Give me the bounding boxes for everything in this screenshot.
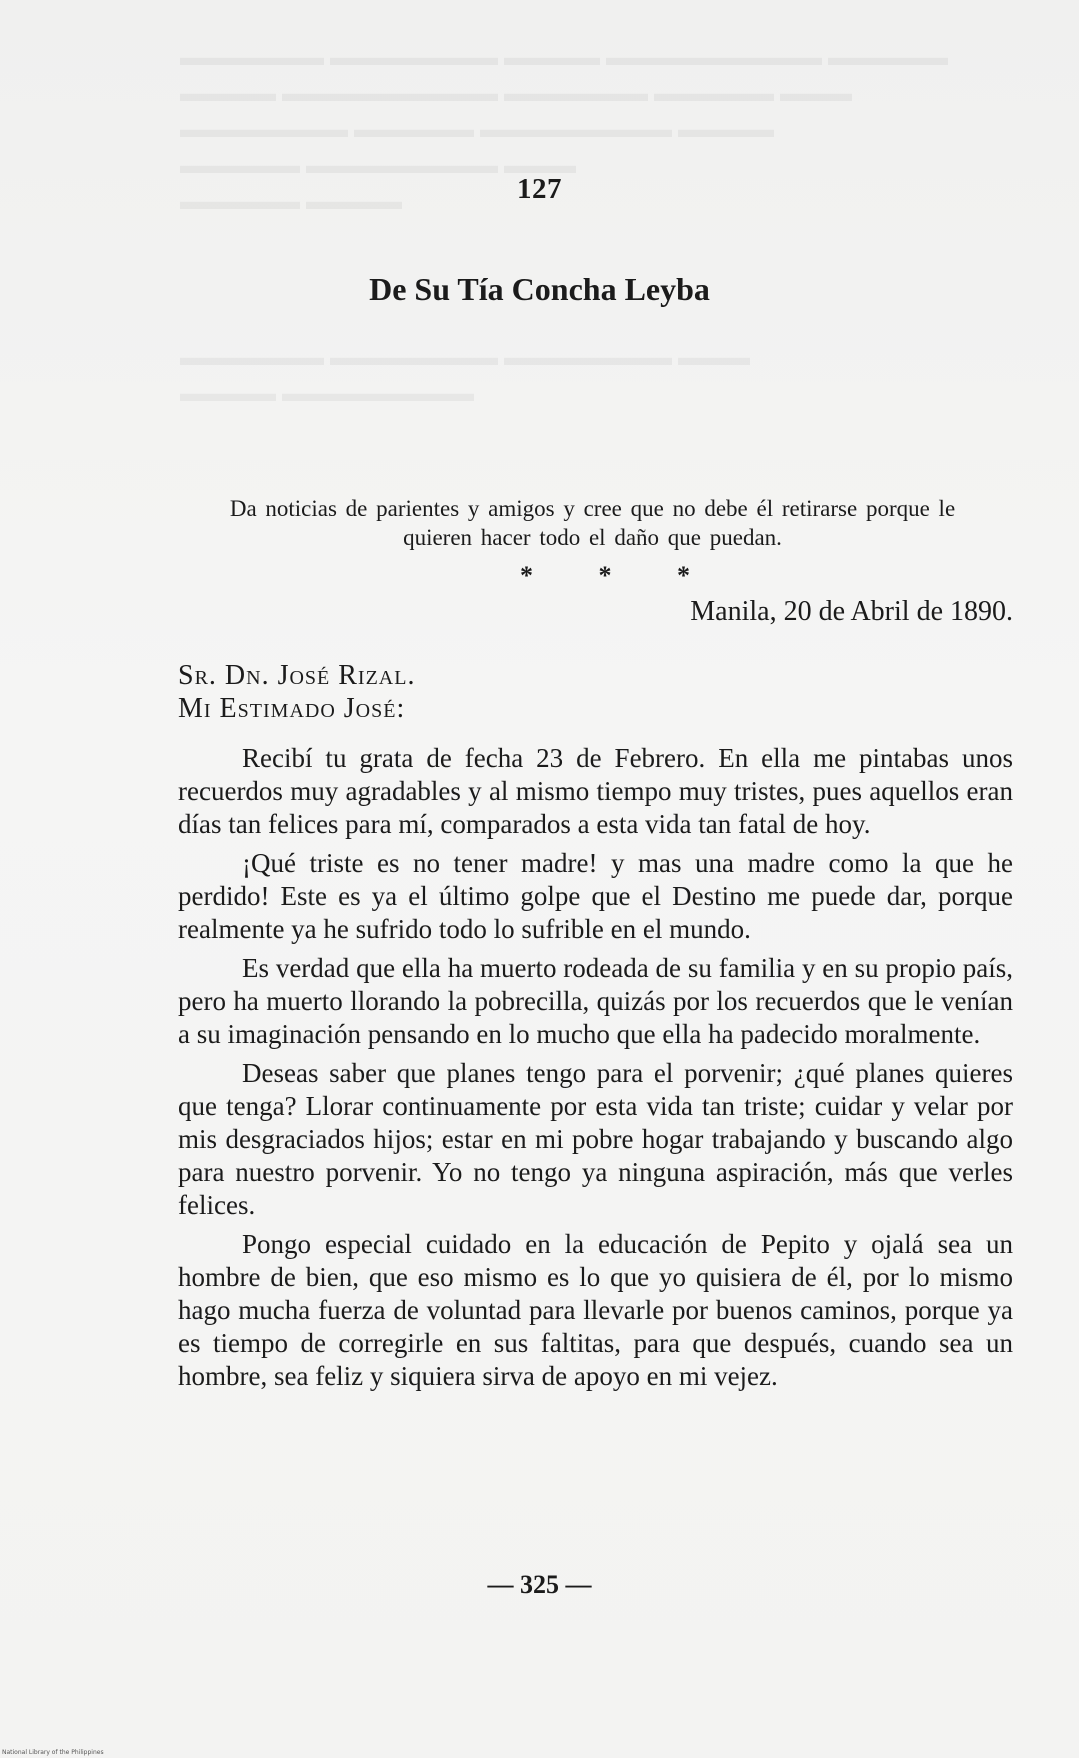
letter-number: 127 xyxy=(517,173,562,205)
dateline: Manila, 20 de Abril de 1890. xyxy=(690,596,1013,627)
body-paragraph: Pongo especial cuidado en la educación de Pepito y ojalá sea un hombre de bien, que eso mismo es lo que yo quisiera de él, por lo mismo hago mucha fuerza de voluntad para llevarle por buenos caminos, porque ya es tiempo de corregirle en sus faltitas, para que después, cuando sea un hombre, sea feliz y siquiera sirva de apoyo en mi vejez. xyxy=(178,1229,1013,1391)
section-separator xyxy=(520,561,690,591)
separator-asterisk: * xyxy=(677,561,690,590)
bleed-through-shadow-lower xyxy=(180,340,1020,412)
body-paragraph: Deseas saber que planes tengo para el porvenir; ¿qué planes quieres que tenga? Llorar continuamente por esta vida tan triste; cuidar y velar por mis desgraciados hijos; estar en mi pobre hogar trabajando y buscando algo para nuestro porvenir. Yo no tengo ya ninguna aspiración, más que verles felices. xyxy=(178,1058,1013,1220)
greeting: Mi Estimado José: xyxy=(178,693,406,724)
salutation-block xyxy=(178,659,415,725)
separator-asterisk: * xyxy=(598,561,612,590)
scan-credit: National Library of the Philippines xyxy=(2,1749,104,1756)
separator-asterisk: * xyxy=(520,561,533,590)
letter-body xyxy=(178,742,1013,1399)
body-paragraph: ¡Qué triste es no tener madre! y mas una madre como la que he perdido! Este es ya el último golpe que el Destino me puede dar, porque realmente ya he sufrido todo lo sufrible en el mundo. xyxy=(178,848,1013,944)
body-paragraph: Recibí tu grata de fecha 23 de Febrero. En ella me pintabas unos recuerdos muy agradables y al mismo tiempo muy tristes, pues aquellos eran días tan felices para mí, comparados a esta vida tan fatal de hoy. xyxy=(178,743,1013,839)
page-number: — 325 — xyxy=(487,1570,592,1599)
letter-title: De Su Tía Concha Leyba xyxy=(369,271,710,307)
body-paragraph: Es verdad que ella ha muerto rodeada de su familia y en su propio país, pero ha muerto llorando la pobrecilla, quizás por los recuerdos que le venían a su imaginación pensando en lo mucho que ella ha padecido moralmente. xyxy=(178,953,1013,1049)
addressee: Sr. Dn. José Rizal. xyxy=(178,660,416,691)
letter-summary: Da noticias de parientes y amigos y cree que no debe él retirarse porque le quieren hacer todo el daño que puedan. xyxy=(229,496,956,550)
